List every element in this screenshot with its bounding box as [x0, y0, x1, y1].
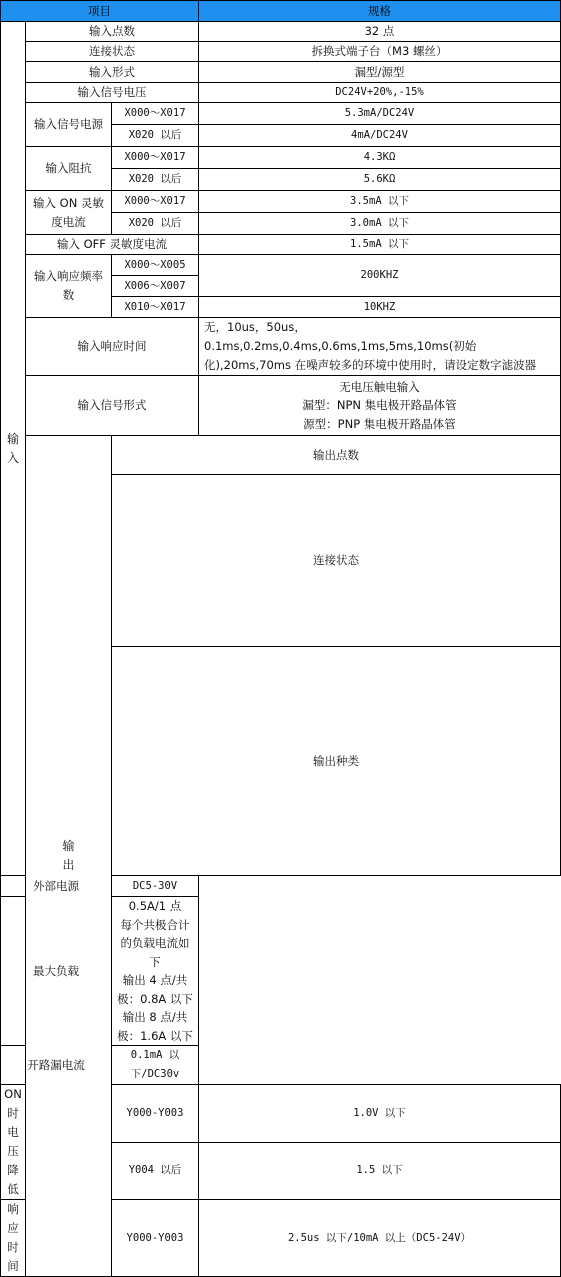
- table-row: [1, 103, 561, 125]
- table-row: [1, 436, 561, 475]
- input-current-value: 4mA/DC24V: [199, 125, 561, 147]
- input-freq-range: X010～X017: [112, 297, 199, 318]
- input-current-range: X000～X017: [112, 103, 199, 125]
- header-spec: 规格: [199, 1, 561, 22]
- input-on-current-label: 输入 ON 灵敏度电流: [26, 191, 112, 235]
- input-connection-value: 拆换式端子台（M3 螺丝）: [199, 42, 561, 62]
- input-on-range: X020 以后: [112, 213, 199, 235]
- output-type-label: 输出种类: [112, 647, 561, 876]
- input-voltage-value: DC24V+20%,-15%: [199, 83, 561, 103]
- table-row: [1, 147, 561, 169]
- input-section-label: 输 入: [1, 22, 26, 876]
- output-section-label: 输 出: [26, 436, 112, 1277]
- input-voltage-label: 输入信号电压: [26, 83, 199, 103]
- input-freq-value: 200KHZ: [199, 255, 561, 297]
- header-row: [1, 1, 561, 22]
- input-current-value: 5.3mA/DC24V: [199, 103, 561, 125]
- input-signal-value: 无电压触电输入 漏型：NPN 集电极开路晶体管 源型：PNP 集电极开路晶体管: [199, 376, 561, 436]
- table-row: [1, 22, 561, 42]
- input-form-label: 输入形式: [26, 62, 199, 83]
- table-row: [1, 318, 561, 376]
- input-points-label: 输入点数: [26, 22, 199, 42]
- output-load-label: 最大负载: [1, 897, 112, 1046]
- output-on-drop-value: 1.5 以下: [199, 1142, 561, 1200]
- output-power-label: 外部电源: [1, 876, 112, 897]
- input-impedance-label: 输入阻抗: [26, 147, 112, 191]
- output-response-label: 响应时间: [1, 1200, 26, 1277]
- output-response-range: Y000-Y003: [112, 1200, 199, 1277]
- input-freq-range: X000～X005: [112, 255, 199, 276]
- output-connection-label: 连接状态: [112, 475, 561, 647]
- table-row: [1, 235, 561, 255]
- header-item: 项目: [1, 1, 199, 22]
- table-row: [1, 191, 561, 213]
- input-connection-label: 连接状态: [26, 42, 199, 62]
- output-on-drop-label: ON 时电压降低: [1, 1085, 26, 1200]
- table-row: [1, 897, 561, 1046]
- input-on-value: 3.0mA 以下: [199, 213, 561, 235]
- input-form-value: 漏型/源型: [199, 62, 561, 83]
- input-response-value: 无，10us，50us，0.1ms,0.2ms,0.4ms,0.6ms,1ms,5ms,10ms(初始化),20ms,70ms 在噪声较多的环境中使用时，请设定数字滤波器: [199, 318, 561, 376]
- table-row: [1, 255, 561, 276]
- input-current-range: X020 以后: [112, 125, 199, 147]
- input-freq-range: X006～X007: [112, 276, 199, 297]
- table-row: [1, 62, 561, 83]
- table-row: [1, 876, 561, 897]
- input-freq-label: 输入响应频率数: [26, 255, 112, 318]
- input-response-label: 输入响应时间: [26, 318, 199, 376]
- input-off-current-label: 输入 OFF 灵敏度电流: [26, 235, 199, 255]
- input-current-label: 输入信号电源: [26, 103, 112, 147]
- output-on-drop-range: Y000-Y003: [112, 1085, 199, 1143]
- input-freq-value: 10KHZ: [199, 297, 561, 318]
- output-on-drop-range: Y004 以后: [112, 1142, 199, 1200]
- output-power-value: DC5-30V: [112, 876, 199, 897]
- input-impedance-range: X020 以后: [112, 169, 199, 191]
- input-on-range: X000～X017: [112, 191, 199, 213]
- input-impedance-value: 5.6KΩ: [199, 169, 561, 191]
- table-row: [1, 376, 561, 436]
- output-leak-value: 0.1mA 以下/DC30v: [112, 1046, 199, 1085]
- table-row: [1, 83, 561, 103]
- input-off-current-value: 1.5mA 以下: [199, 235, 561, 255]
- input-signal-label: 输入信号形式: [26, 376, 199, 436]
- input-on-value: 3.5mA 以下: [199, 191, 561, 213]
- input-impedance-range: X000～X017: [112, 147, 199, 169]
- output-response-value: 2.5us 以下/10mA 以上（DC5-24V）: [199, 1200, 561, 1277]
- input-impedance-value: 4.3KΩ: [199, 147, 561, 169]
- output-points-label: 输出点数: [112, 436, 561, 475]
- table-row: [1, 1046, 561, 1085]
- output-on-drop-value: 1.0V 以下: [199, 1085, 561, 1143]
- output-leak-label: 开路漏电流: [1, 1046, 112, 1085]
- table-row: [1, 42, 561, 62]
- input-points-value: 32 点: [199, 22, 561, 42]
- output-load-value: 0.5A/1 点 每个共极合计的负载电流如下 输出 4 点/共极：0.8A 以下 输出 8 点/共极：1.6A 以下: [112, 897, 199, 1046]
